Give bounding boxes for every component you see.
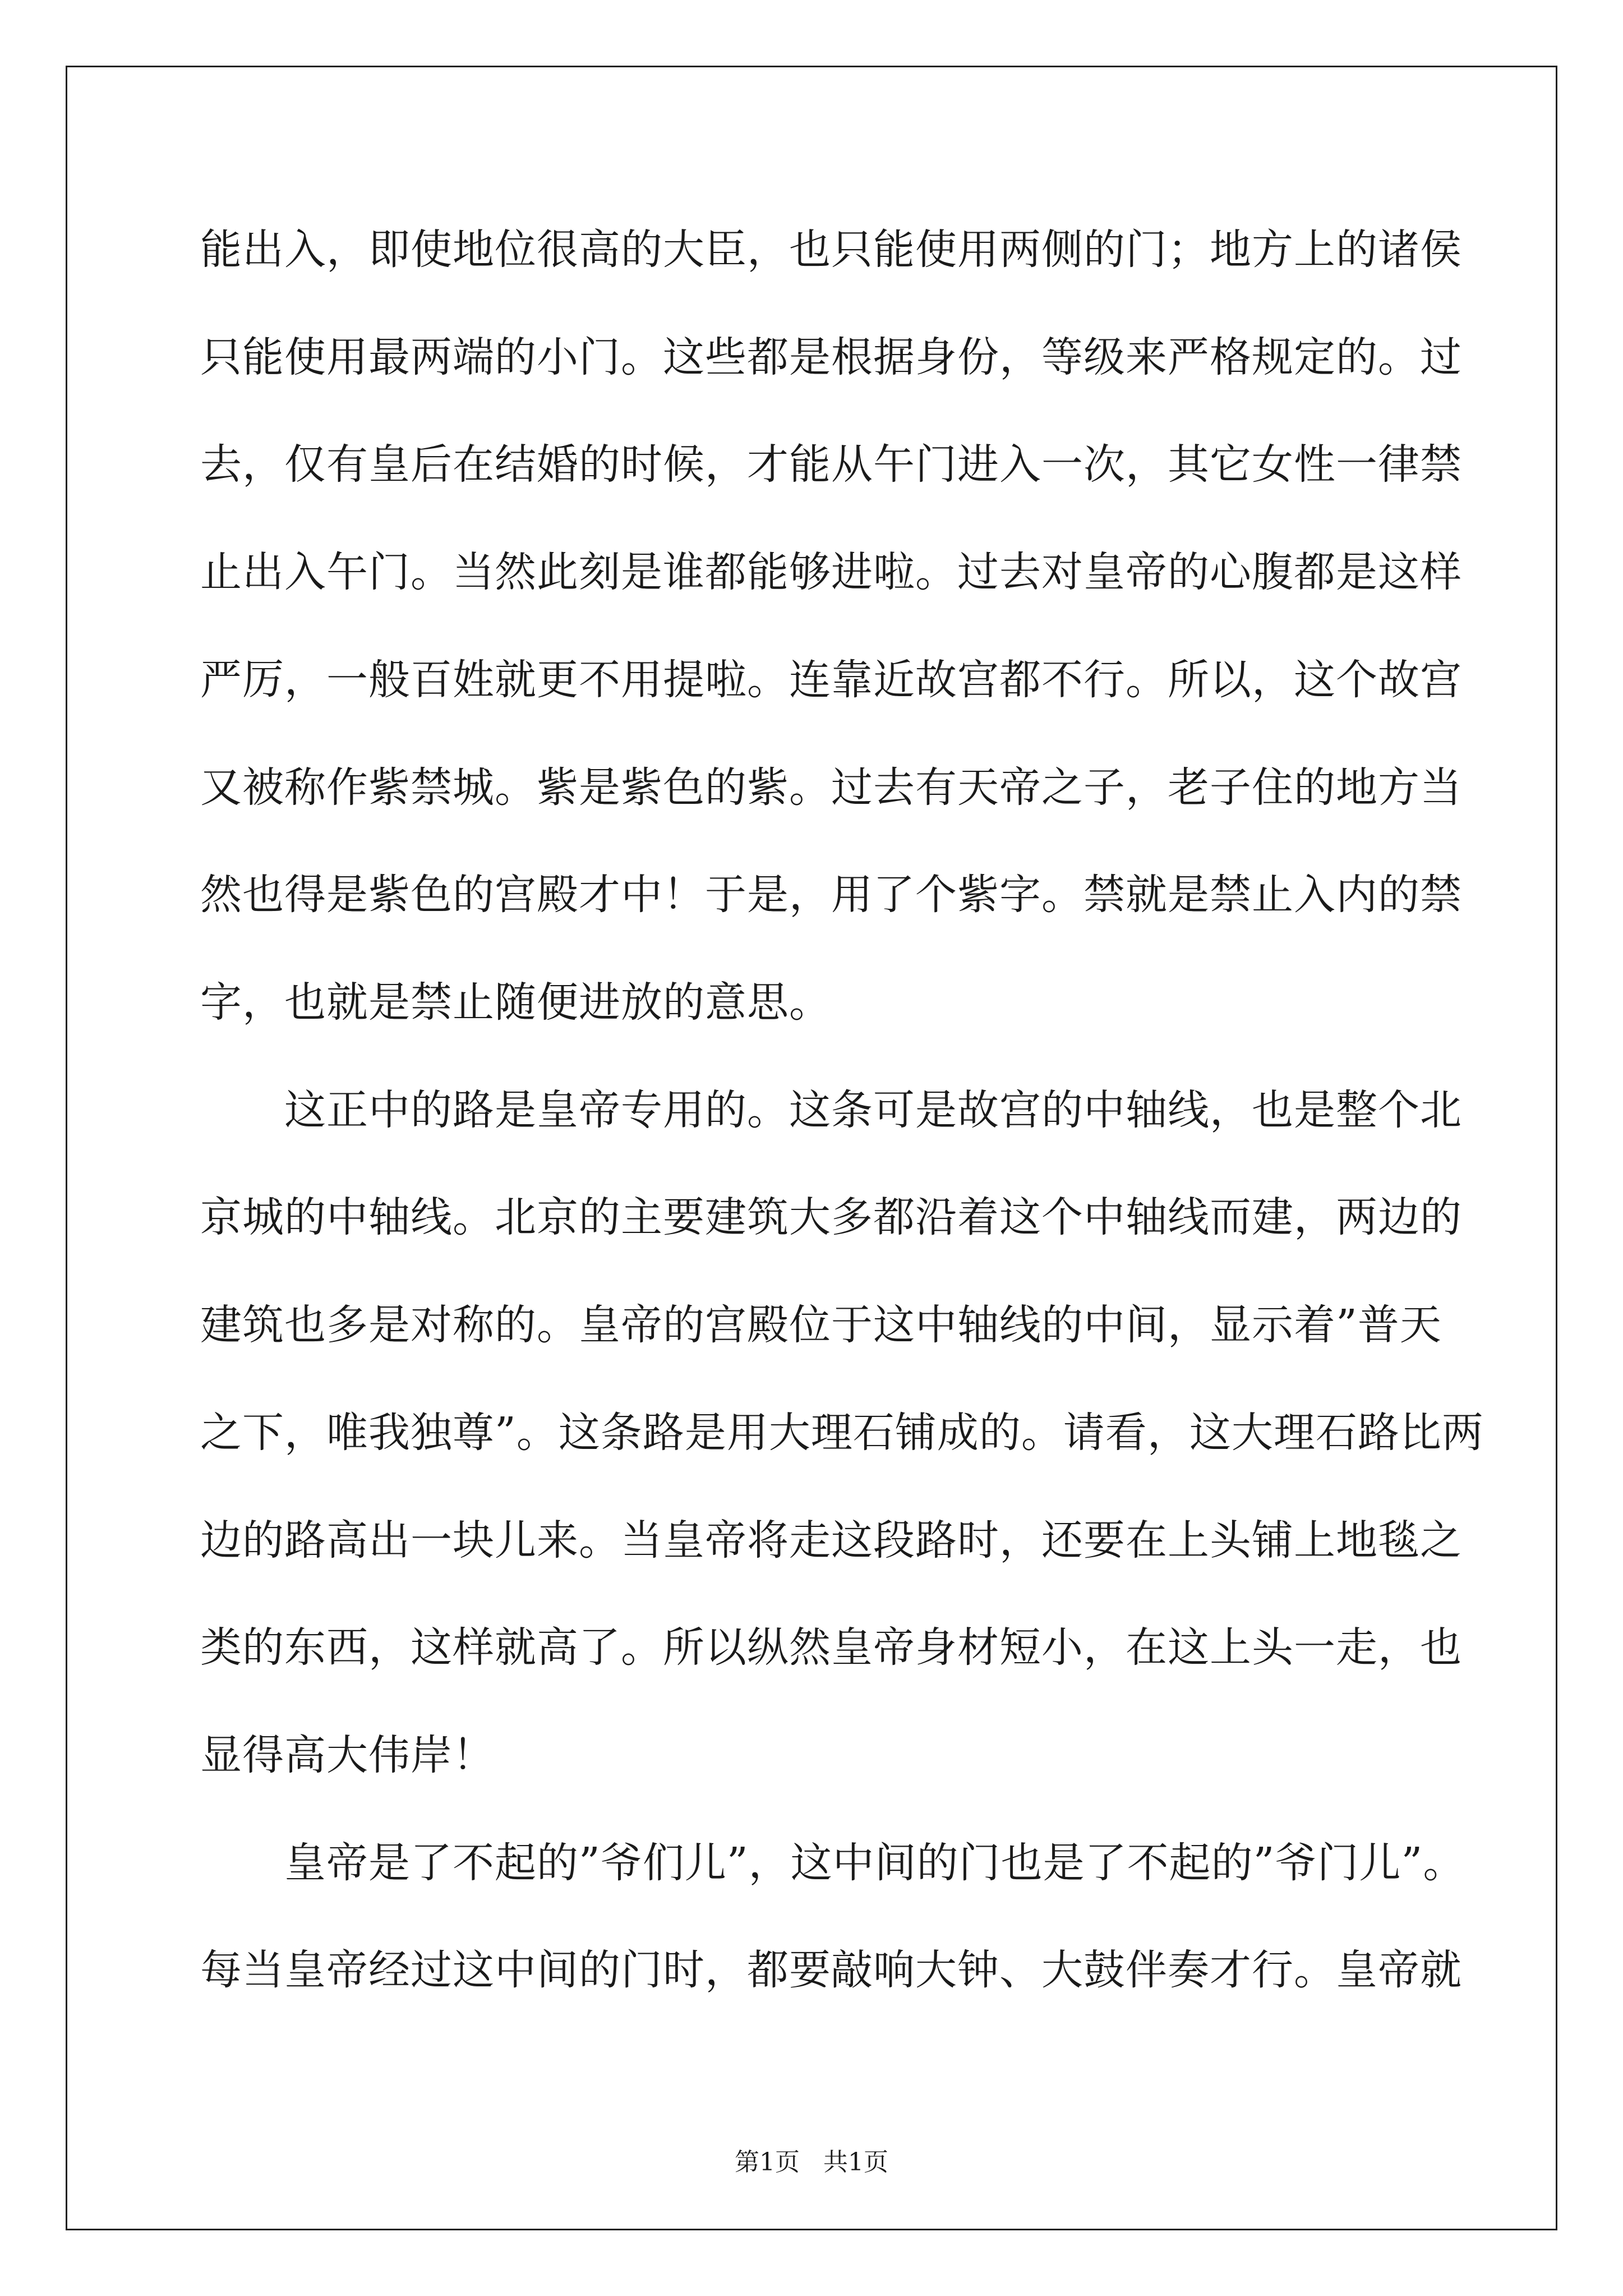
text-line: 边的路高出一块儿来。当皇帝将走这段路时，还要在上头铺上地毯之 [200, 1516, 1462, 1565]
text-line: 字，也就是禁止随便进放的意思。 [200, 978, 831, 1027]
text-line: 建筑也多是对称的。皇帝的宫殿位于这中轴线的中间，显示着”普天 [200, 1301, 1442, 1349]
text-line: 之下，唯我独尊”。这条路是用大理石铺成的。请看，这大理石路比两 [200, 1409, 1484, 1457]
text-line: 显得高大伟岸！ [200, 1731, 495, 1779]
page-number: 第1页 [735, 2148, 800, 2177]
text-line: 这正中的路是皇帝专用的。这条可是故宫的中轴线，也是整个北 [200, 1086, 1462, 1134]
text-line: 只能使用最两端的小门。这些都是根据身份，等级来严格规定的。过 [200, 333, 1462, 381]
text-line: 每当皇帝经过这中间的门时，都要敲响大钟、大鼓伴奏才行。皇帝就 [200, 1946, 1462, 1994]
text-line: 又被称作紫禁城。紫是紫色的紫。过去有天帝之子，老子住的地方当 [200, 763, 1462, 812]
page-total: 共1页 [823, 2148, 888, 2177]
text-line: 能出入，即使地位很高的大臣，也只能使用两侧的门；地方上的诸侯 [200, 226, 1462, 274]
text-line: 京城的中轴线。北京的主要建筑大多都沿着这个中轴线而建，两边的 [200, 1193, 1462, 1241]
text-line: 止出入午门。当然此刻是谁都能够进啦。过去对皇帝的心腹都是这样 [200, 548, 1462, 596]
page-border [66, 66, 1557, 2230]
text-line: 去，仅有皇后在结婚的时候，才能从午门进入一次，其它女性一律禁 [200, 440, 1462, 489]
text-line: 严厉，一般百姓就更不用提啦。连靠近故宫都不行。所以，这个故宫 [200, 656, 1462, 704]
text-line: 皇帝是了不起的”爷们儿”，这中间的门也是了不起的”爷门儿”。 [200, 1839, 1465, 1887]
text-line: 然也得是紫色的宫殿才中！于是，用了个紫字。禁就是禁止入内的禁 [200, 871, 1462, 919]
text-line: 类的东西，这样就高了。所以纵然皇帝身材短小，在这上头一走，也 [200, 1623, 1462, 1672]
page-footer [0, 2146, 1623, 2179]
